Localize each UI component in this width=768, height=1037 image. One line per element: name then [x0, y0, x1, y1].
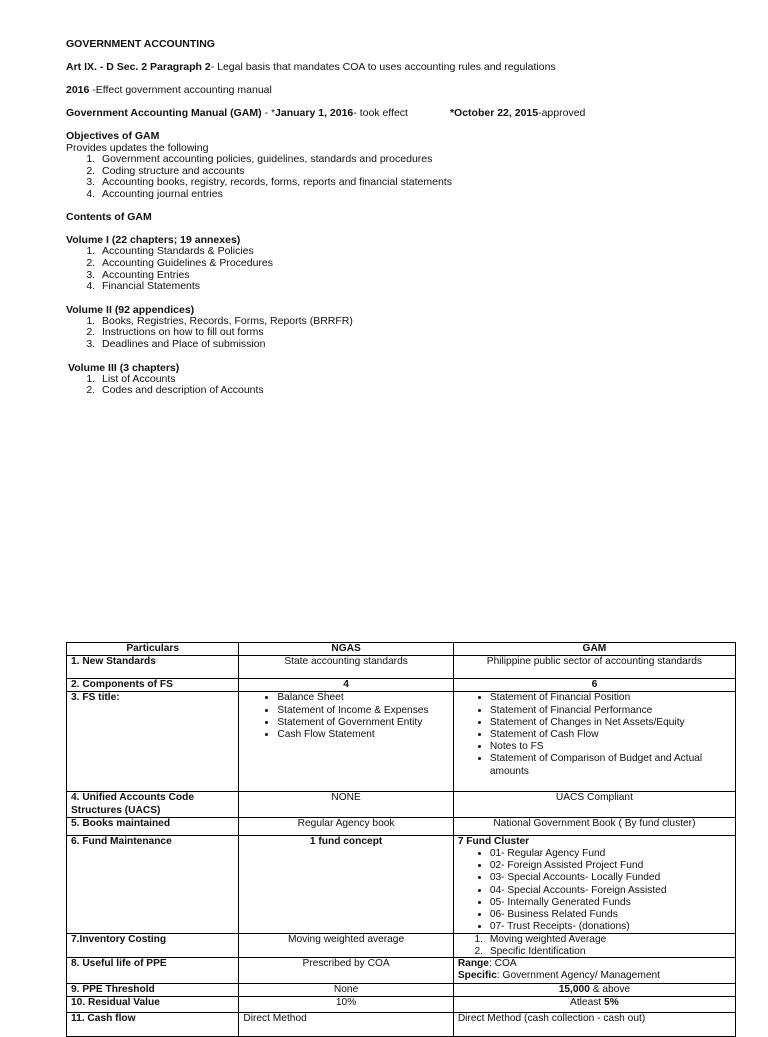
- document-body: [66, 38, 746, 397]
- gam-cell: National Government Book ( By fund cluster): [453, 817, 735, 835]
- gam-took-effect: - took effect: [353, 107, 408, 119]
- ngas-cell: NONE: [239, 792, 453, 817]
- effect-year: 2016: [66, 84, 90, 96]
- list-item: • 02- Foreign Assisted Project Fund: [490, 860, 731, 872]
- ngas-cell: Moving weighted average: [239, 934, 453, 958]
- table-row: [67, 835, 736, 934]
- gam-cell: [453, 958, 735, 983]
- effect-text: -Effect government accounting manual: [89, 84, 272, 96]
- objectives-intro: Provides updates the following: [66, 142, 209, 154]
- row-label: 6. Fund Maintenance: [67, 835, 239, 934]
- contents-heading: Contents of GAM: [66, 211, 152, 224]
- page-title: GOVERNMENT ACCOUNTING: [66, 38, 215, 50]
- ngas-cell: 10%: [239, 996, 453, 1012]
- row-label: 7.Inventory Costing: [67, 934, 239, 958]
- list-item: 3. Accounting Entries: [98, 270, 746, 282]
- useful-life-range: Range: COA: [457, 958, 517, 970]
- list-item: 1. Books, Registries, Records, Forms, Reports (BRRFR): [98, 316, 746, 328]
- list-item: 3. Deadlines and Place of submission: [98, 339, 746, 351]
- gam-cell: Philippine public sector of accounting standards: [453, 656, 735, 679]
- list-item: 1. Accounting Standards & Policies: [98, 246, 746, 258]
- gam-approved-date: *October 22, 2015: [449, 107, 539, 119]
- list-item: • Statement of Income & Expenses: [277, 705, 448, 717]
- table-row: [67, 692, 736, 792]
- table-row: [67, 817, 736, 835]
- gam-cell: [453, 835, 735, 934]
- row-label: 8. Useful life of PPE: [67, 958, 239, 983]
- fund-cluster-heading: 7 Fund Cluster: [457, 835, 530, 847]
- ngas-cell: 4: [239, 679, 453, 692]
- objectives-heading: Objectives of GAM: [66, 130, 160, 142]
- gam-cell: 15,000 & above: [453, 983, 735, 996]
- table-row: [67, 656, 736, 679]
- volume-2-list: [66, 316, 746, 351]
- gam-effect-date: January 1, 2016: [275, 107, 354, 119]
- volume-1-heading: Volume I (22 chapters; 19 annexes): [66, 234, 241, 247]
- ngas-cell: [239, 692, 453, 792]
- list-item: 4. Financial Statements: [98, 281, 746, 293]
- gam-line: [66, 107, 746, 119]
- header-ngas: NGAS: [239, 643, 453, 656]
- legal-basis-text: - Legal basis that mandates COA to uses accounting rules and regulations: [210, 61, 556, 73]
- table-row: [67, 934, 736, 958]
- list-item: • Notes to FS: [490, 741, 731, 753]
- row-label: 4. Unified Accounts Code Structures (UACS): [67, 792, 239, 817]
- gam-cell: Direct Method (cash collection - cash out): [453, 1012, 735, 1036]
- table-header-row: [67, 643, 736, 656]
- list-item: 4. Accounting journal entries: [98, 189, 746, 201]
- row-label: 10. Residual Value: [67, 996, 239, 1012]
- comparison-table: [66, 642, 736, 1037]
- row-label: 2. Components of FS: [67, 679, 239, 692]
- list-item: • Statement of Cash Flow: [490, 729, 731, 741]
- gam-sep: - *: [261, 107, 276, 119]
- gam-cell: 6: [453, 679, 735, 692]
- gam-approved: -approved: [538, 107, 586, 119]
- gam-cell: [453, 692, 735, 792]
- legal-basis-ref: Art IX. - D Sec. 2 Paragraph 2: [66, 61, 211, 73]
- ngas-cell: Regular Agency book: [239, 817, 453, 835]
- list-item: 2. Specific Identification: [486, 946, 731, 957]
- volume-1-list: [66, 246, 746, 292]
- fund-cluster-list: [458, 848, 731, 933]
- row-label: 9. PPE Threshold: [67, 983, 239, 996]
- row-label: 3. FS title:: [67, 692, 239, 792]
- list-item: • Statement of Comparison of Budget and Actual amounts: [490, 753, 731, 777]
- list-item: 1. Government accounting policies, guidelines, standards and procedures: [98, 154, 746, 166]
- list-item: • Statement of Changes in Net Assets/Equity: [490, 717, 731, 729]
- list-item: • Cash Flow Statement: [277, 729, 448, 741]
- list-item: • Statement of Government Entity: [277, 717, 448, 729]
- gam-cell: UACS Compliant: [453, 792, 735, 817]
- list-item: • 03- Special Accounts- Locally Funded: [490, 872, 731, 884]
- list-item: • 05- Internally Generated Funds: [490, 897, 731, 909]
- list-item: 1. Moving weighted Average: [486, 934, 731, 945]
- list-item: 2. Coding structure and accounts: [98, 166, 746, 178]
- table-row: [67, 983, 736, 996]
- row-label: 11. Cash flow: [67, 1012, 239, 1036]
- list-item: 3. Accounting books, registry, records, forms, reports and financial statements: [98, 177, 746, 189]
- ngas-cell: State accounting standards: [239, 656, 453, 679]
- list-item: • 06- Business Related Funds: [490, 909, 731, 921]
- row-label: 1. New Standards: [67, 656, 239, 679]
- gam-name: Government Accounting Manual (GAM): [66, 107, 262, 119]
- list-item: 2. Accounting Guidelines & Procedures: [98, 258, 746, 270]
- list-item: • Balance Sheet: [277, 692, 448, 704]
- list-item: 2. Instructions on how to fill out forms: [98, 327, 746, 339]
- list-item: • 07- Trust Receipts- (donations): [490, 921, 731, 933]
- list-item: • 01- Regular Agency Fund: [490, 848, 731, 860]
- table-row: [67, 792, 736, 817]
- ngas-fs-list: [243, 692, 448, 741]
- table-row: [67, 1012, 736, 1036]
- gam-fs-list: [458, 692, 731, 777]
- header-gam: GAM: [453, 643, 735, 656]
- volume-2-heading: Volume II (92 appendices): [66, 303, 195, 316]
- table-row: [67, 958, 736, 983]
- gam-cell: Atleast 5%: [453, 996, 735, 1012]
- ngas-cell: Direct Method: [239, 1012, 453, 1036]
- row-label: 5. Books maintained: [67, 817, 239, 835]
- ngas-cell: 1 fund concept: [239, 835, 453, 934]
- ngas-cell: None: [239, 983, 453, 996]
- volume-3-heading: Volume III (3 chapters): [68, 361, 180, 374]
- gam-cell: [453, 934, 735, 958]
- table-row: [67, 996, 736, 1012]
- header-particulars: Particulars: [67, 643, 239, 656]
- list-item: • 04- Special Accounts- Foreign Assisted: [490, 885, 731, 897]
- table-row: [67, 679, 736, 692]
- legal-basis-line: [66, 61, 746, 73]
- list-item: 1. List of Accounts: [98, 374, 746, 386]
- effect-line: [66, 84, 746, 96]
- list-item: 2. Codes and description of Accounts: [98, 385, 746, 397]
- volume-3-list: [66, 374, 746, 397]
- inventory-costing-list: [458, 934, 731, 957]
- ngas-cell: Prescribed by COA: [239, 958, 453, 983]
- objectives-list: [66, 154, 746, 200]
- useful-life-specific: Specific: Government Agency/ Management: [457, 970, 660, 982]
- list-item: • Statement of Financial Position: [490, 692, 731, 704]
- list-item: • Statement of Financial Performance: [490, 705, 731, 717]
